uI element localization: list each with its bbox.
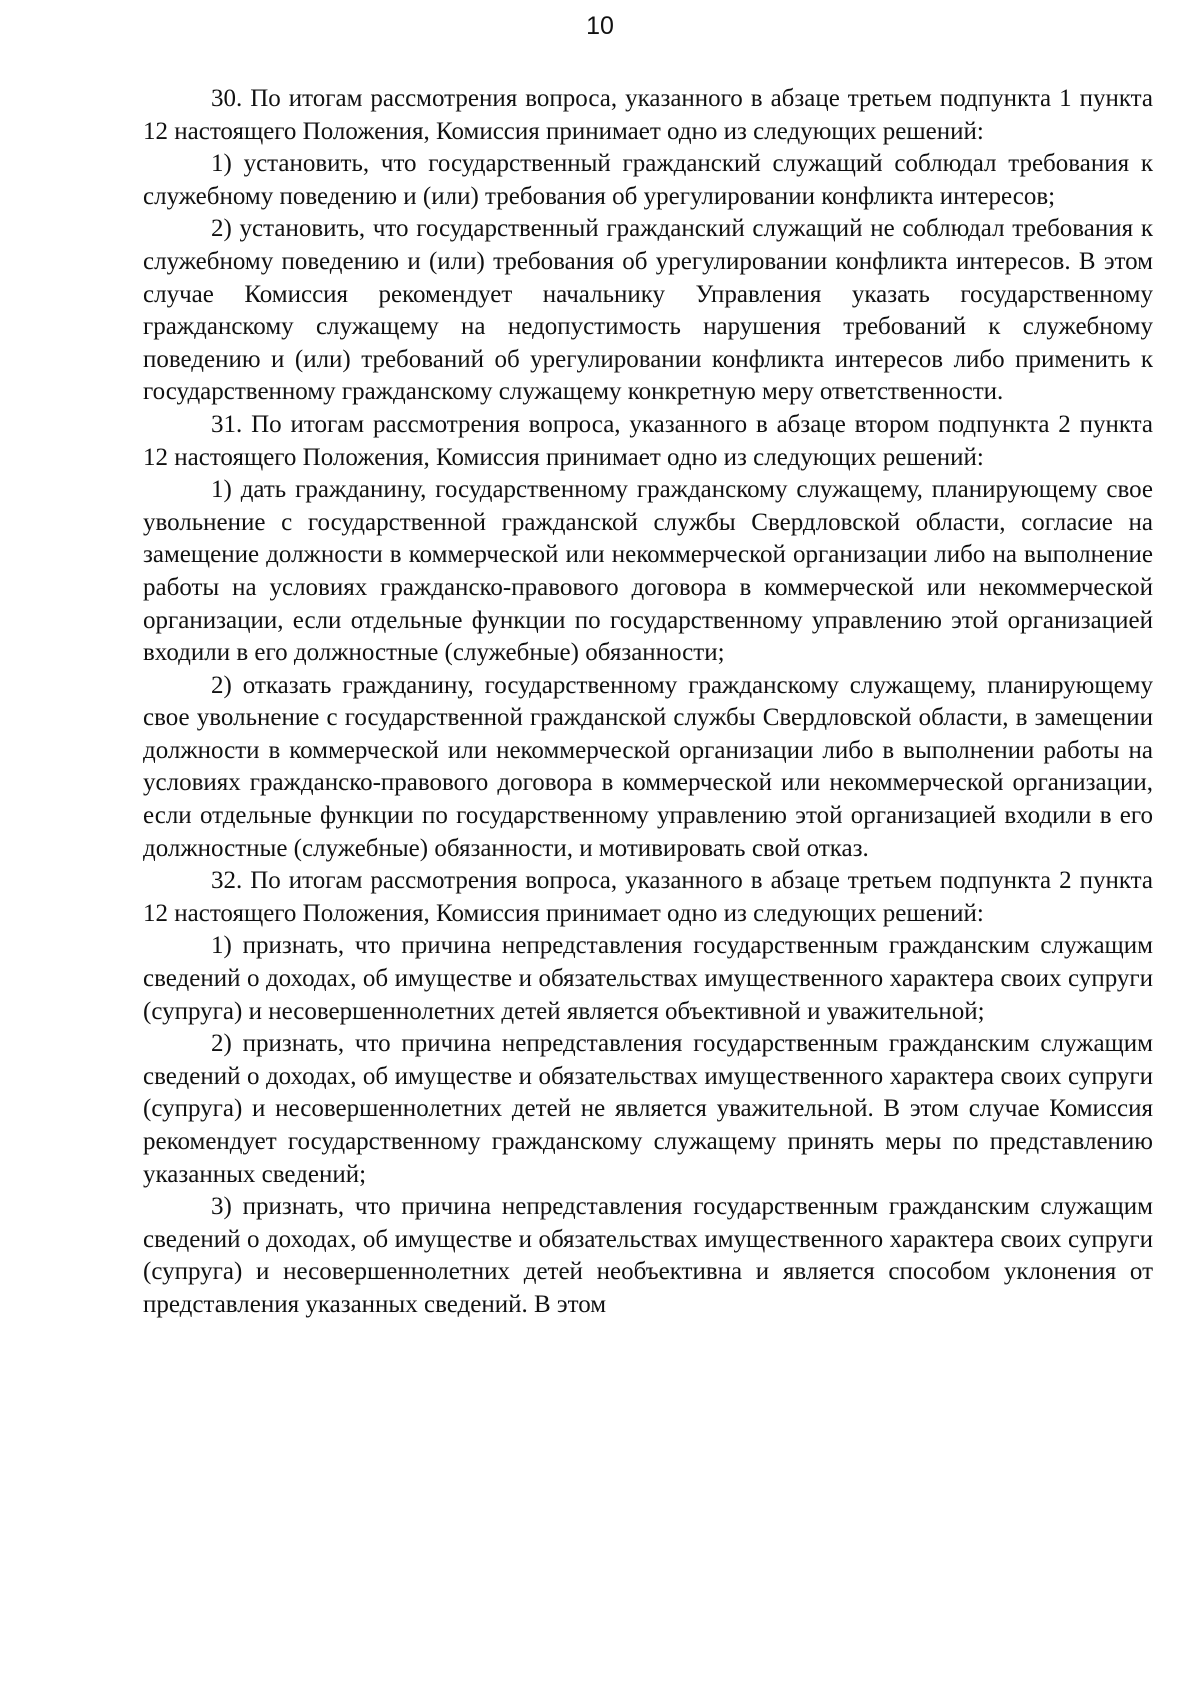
document-body bbox=[143, 83, 1153, 1322]
paragraph-32-item-1: 1) признать, что причина непредставления государственным гражданским служащим сведений о доходах, об имуществе и обязательствах имущественного характера своих супруги (супруга) и несовершеннолетних детей является объективной и уважительной; bbox=[143, 932, 1153, 1025]
paragraph-32: 32. По итогам рассмотрения вопроса, указанного в абзаце третьем подпункта 2 пункта 12 настоящего Положения, Комиссия принимает одно из следующих решений: bbox=[143, 867, 1153, 927]
paragraph-31-item-2: 2) отказать гражданину, государственному гражданскому служащему, планирующему свое увольнение с государственной гражданской службы Свердловской области, в замещении должности в коммерческой или некоммерческой организации либо в выполнении работы на условиях гражданско-правового договора в коммерческой или некоммерческой организации, если отдельные функции по государственному управлению этой организацией входили в его должностные (служебные) обязанности, и мотивировать свой отказ. bbox=[143, 671, 1153, 862]
paragraph-30-item-1: 1) установить, что государственный гражданский служащий соблюдал требования к служебному поведению и (или) требования об урегулировании конфликта интересов; bbox=[143, 150, 1153, 210]
paragraph-32-item-2: 2) признать, что причина непредставления государственным гражданским служащим сведений о доходах, об имуществе и обязательствах имущественного характера своих супруги (супруга) и несовершеннолетних детей не является уважительной. В этом случае Комиссия рекомендует государственному гражданскому служащему принять меры по представлению указанных сведений; bbox=[143, 1030, 1153, 1188]
paragraph-31-item-1: 1) дать гражданину, государственному гражданскому служащему, планирующему свое увольнение с государственной гражданской службы Свердловской области, согласие на замещение должности в коммерческой или некоммерческой организации либо на выполнение работы на условиях гражданско-правового договора в коммерческой или некоммерческой организации, если отдельные функции по государственному управлению этой организацией входили в его должностные (служебные) обязанности; bbox=[143, 476, 1153, 667]
paragraph-30: 30. По итогам рассмотрения вопроса, указанного в абзаце третьем подпункта 1 пункта 12 настоящего Положения, Комиссия принимает одно из следующих решений: bbox=[143, 85, 1153, 145]
paragraph-30-item-2: 2) установить, что государственный гражданский служащий не соблюдал требования к служебному поведению и (или) требования об урегулировании конфликта интересов. В этом случае Комиссия рекомендует начальнику Управления указать государственному гражданскому служащему на недопустимость нарушения требований к служебному поведению и (или) требований об урегулировании конфликта интересов либо применить к государственному гражданскому служащему конкретную меру ответственности. bbox=[143, 215, 1153, 406]
paragraph-32-item-3: 3) признать, что причина непредставления государственным гражданским служащим сведений о доходах, об имуществе и обязательствах имущественного характера своих супруги (супруга) и несовершеннолетних детей необъективна и является способом уклонения от представления указанных сведений. В этом bbox=[143, 1193, 1153, 1318]
page-number: 10 bbox=[586, 12, 614, 40]
paragraph-31: 31. По итогам рассмотрения вопроса, указанного в абзаце втором подпункта 2 пункта 12 настоящего Положения, Комиссия принимает одно из следующих решений: bbox=[143, 410, 1153, 471]
